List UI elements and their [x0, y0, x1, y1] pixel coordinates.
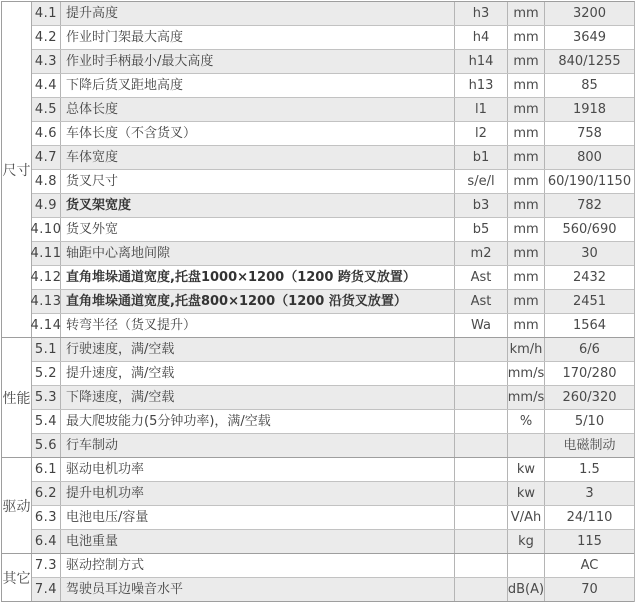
table-row: [32, 218, 634, 242]
unit-cell: mm: [508, 194, 545, 217]
category-cell: 驱动: [2, 458, 32, 553]
symbol-cell: b5: [455, 218, 508, 241]
unit-cell: km/h: [508, 338, 545, 361]
description-cell: 作业时手柄最小/最大高度: [61, 50, 455, 73]
table-row: [32, 434, 634, 457]
table-row: [32, 578, 634, 601]
symbol-cell: Ast: [455, 290, 508, 313]
value-cell: 5/10: [574, 414, 605, 429]
row-number-cell: 4.2: [32, 26, 61, 49]
symbol-cell: s/e/l: [455, 170, 508, 193]
row-number-cell: 5.1: [32, 338, 61, 361]
row-number-cell: 7.3: [32, 554, 61, 577]
value-cell: 3649: [572, 30, 607, 45]
category-cell: 尺寸: [2, 2, 32, 337]
unit-cell: mm/s: [508, 362, 545, 385]
description-cell: 最大爬坡能力(5分钟功率)，满/空载: [61, 410, 455, 433]
description-cell: 驱动控制方式: [61, 554, 455, 577]
table-row: [32, 170, 634, 194]
row-number-cell: 6.2: [32, 482, 61, 505]
unit-cell: dB(A): [508, 578, 545, 601]
table-row: [32, 242, 634, 266]
table-row: [32, 266, 634, 290]
value-cell: 3200: [572, 6, 607, 21]
symbol-cell: l2: [455, 122, 508, 145]
value-cell: 782: [577, 198, 602, 213]
row-number-cell: 5.4: [32, 410, 61, 433]
description-cell: 轴距中心离地间隙: [61, 242, 455, 265]
value-cell: 1918: [572, 102, 607, 117]
unit-cell: mm: [508, 242, 545, 265]
unit-cell: mm: [508, 50, 545, 73]
unit-cell: mm: [508, 266, 545, 289]
row-number-cell: 7.4: [32, 578, 61, 601]
unit-cell: %: [508, 410, 545, 433]
table-row: [32, 122, 634, 146]
row-number-cell: 5.6: [32, 434, 61, 457]
row-number-cell: 4.14: [32, 314, 61, 337]
row-number-cell: 4.1: [32, 2, 61, 25]
table-row: [32, 314, 634, 337]
value-cell: AC: [580, 558, 599, 573]
value-cell: 1.5: [579, 462, 600, 477]
value-cell: 800: [577, 150, 602, 165]
value-cell: 85: [581, 78, 598, 93]
table-section: [2, 338, 634, 458]
description-cell: 电池重量: [61, 530, 455, 553]
row-number-cell: 4.7: [32, 146, 61, 169]
symbol-cell: l1: [455, 98, 508, 121]
symbol-cell: [455, 554, 508, 577]
row-number-cell: 6.3: [32, 506, 61, 529]
table-row: [32, 338, 634, 362]
row-number-cell: 4.5: [32, 98, 61, 121]
table-row: [32, 74, 634, 98]
table-row: [32, 98, 634, 122]
table-row: [32, 290, 634, 314]
unit-cell: mm: [508, 74, 545, 97]
section-rows: [32, 338, 634, 457]
symbol-cell: b1: [455, 146, 508, 169]
value-cell: 2451: [572, 294, 607, 309]
symbol-cell: [455, 338, 508, 361]
unit-cell: mm: [508, 26, 545, 49]
table-section: [2, 554, 634, 602]
row-number-cell: 6.1: [32, 458, 61, 481]
description-cell: 驾驶员耳边噪音水平: [61, 578, 455, 601]
description-cell: 货叉架宽度: [61, 194, 455, 217]
row-number-cell: 5.3: [32, 386, 61, 409]
unit-cell: mm/s: [508, 386, 545, 409]
unit-cell: mm: [508, 218, 545, 241]
spec-table: [1, 1, 635, 602]
symbol-cell: h4: [455, 26, 508, 49]
table-row: [32, 530, 634, 553]
value-cell: 840/1255: [558, 54, 621, 69]
value-cell: 24/110: [566, 510, 613, 525]
section-rows: [32, 554, 634, 601]
unit-cell: mm: [508, 146, 545, 169]
value-cell: 758: [577, 126, 602, 141]
table-row: [32, 2, 634, 26]
table-row: [32, 410, 634, 434]
table-row: [32, 506, 634, 530]
table-row: [32, 362, 634, 386]
category-cell: 性能: [2, 338, 32, 457]
description-cell: 货叉尺寸: [61, 170, 455, 193]
row-number-cell: 4.10: [32, 218, 61, 241]
description-cell: 提升电机功率: [61, 482, 455, 505]
table-row: [32, 194, 634, 218]
value-cell: 115: [577, 534, 602, 549]
unit-cell: mm: [508, 122, 545, 145]
symbol-cell: [455, 410, 508, 433]
value-cell: 6/6: [579, 342, 600, 357]
value-cell: 3: [585, 486, 594, 501]
value-cell: 2432: [572, 270, 607, 285]
value-cell: 1564: [572, 318, 607, 333]
description-cell: 作业时门架最大高度: [61, 26, 455, 49]
description-cell: 转弯半径（货叉提升）: [61, 314, 455, 337]
unit-cell: mm: [508, 98, 545, 121]
unit-cell: mm: [508, 2, 545, 25]
table-row: [32, 386, 634, 410]
symbol-cell: h13: [455, 74, 508, 97]
section-rows: [32, 2, 634, 337]
symbol-cell: [455, 458, 508, 481]
symbol-cell: Ast: [455, 266, 508, 289]
unit-cell: kw: [508, 458, 545, 481]
unit-cell: [508, 434, 545, 457]
symbol-cell: [455, 434, 508, 457]
value-cell: 170/280: [562, 366, 617, 381]
description-cell: 提升高度: [61, 2, 455, 25]
table-row: [32, 26, 634, 50]
section-rows: [32, 458, 634, 553]
description-cell: 直角堆垛通道宽度,托盘800×1200（1200 沿货叉放置）: [61, 290, 455, 313]
unit-cell: mm: [508, 314, 545, 337]
row-number-cell: 4.4: [32, 74, 61, 97]
row-number-cell: 4.9: [32, 194, 61, 217]
value-cell: 电磁制动: [563, 438, 616, 453]
description-cell: 下降速度，满/空载: [61, 386, 455, 409]
description-cell: 驱动电机功率: [61, 458, 455, 481]
table-row: [32, 458, 634, 482]
description-cell: 电池电压/容量: [61, 506, 455, 529]
row-number-cell: 4.11: [32, 242, 61, 265]
value-cell: 560/690: [562, 222, 617, 237]
table-section: [2, 458, 634, 554]
unit-cell: [508, 554, 545, 577]
description-cell: 直角堆垛通道宽度,托盘1000×1200（1200 跨货叉放置）: [61, 266, 455, 289]
description-cell: 下降后货叉距地高度: [61, 74, 455, 97]
table-section: [2, 2, 634, 338]
description-cell: 提升速度，满/空载: [61, 362, 455, 385]
symbol-cell: Wa: [455, 314, 508, 337]
table-row: [32, 482, 634, 506]
symbol-cell: [455, 362, 508, 385]
value-cell: 260/320: [562, 390, 617, 405]
description-cell: 车体宽度: [61, 146, 455, 169]
symbol-cell: [455, 530, 508, 553]
row-number-cell: 6.4: [32, 530, 61, 553]
symbol-cell: [455, 482, 508, 505]
table-row: [32, 554, 634, 578]
row-number-cell: 4.13: [32, 290, 61, 313]
unit-cell: mm: [508, 290, 545, 313]
description-cell: 总体长度: [61, 98, 455, 121]
description-cell: 行车制动: [61, 434, 455, 457]
symbol-cell: h3: [455, 2, 508, 25]
row-number-cell: 4.6: [32, 122, 61, 145]
table-row: [32, 50, 634, 74]
row-number-cell: 4.12: [32, 266, 61, 289]
unit-cell: kw: [508, 482, 545, 505]
value-cell: 30: [581, 246, 598, 261]
row-number-cell: 4.8: [32, 170, 61, 193]
symbol-cell: m2: [455, 242, 508, 265]
symbol-cell: b3: [455, 194, 508, 217]
table-row: [32, 146, 634, 170]
unit-cell: kg: [508, 530, 545, 553]
description-cell: 货叉外宽: [61, 218, 455, 241]
symbol-cell: h14: [455, 50, 508, 73]
value-cell: 70: [581, 582, 598, 597]
row-number-cell: 4.3: [32, 50, 61, 73]
value-cell: 60/190/1150: [547, 174, 632, 189]
row-number-cell: 5.2: [32, 362, 61, 385]
unit-cell: mm: [508, 170, 545, 193]
symbol-cell: [455, 578, 508, 601]
symbol-cell: [455, 386, 508, 409]
symbol-cell: [455, 506, 508, 529]
description-cell: 车体长度（不含货叉）: [61, 122, 455, 145]
category-cell: 其它: [2, 554, 32, 601]
unit-cell: V/Ah: [508, 506, 545, 529]
description-cell: 行驶速度，满/空载: [61, 338, 455, 361]
